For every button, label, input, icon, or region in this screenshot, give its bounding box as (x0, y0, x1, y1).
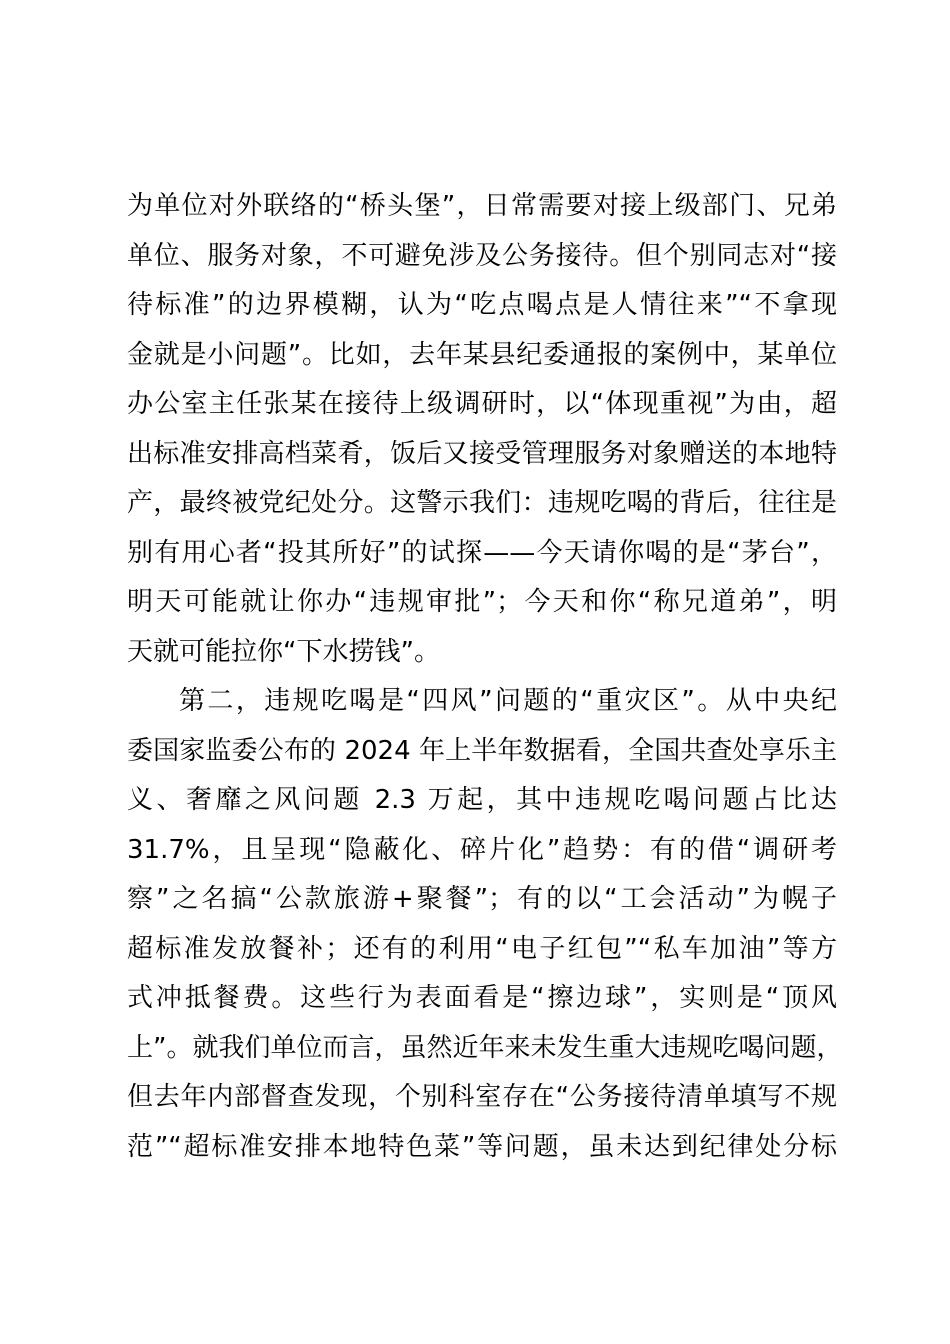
text-line: 待标准”的边界模糊，认为“吃点喝点是人情往来”“不拿现 (127, 290, 837, 320)
text-line: 别有用心者“投其所好”的试探——今天请你喝的是“茅台”， (127, 537, 837, 568)
document-body (127, 182, 843, 1172)
text-line: 但去年内部督查发现，个别科室存在“公务接待清单填写不规 (127, 1082, 837, 1112)
text-line: 办公室主任张某在接待上级调研时，以“体现重视”为由，超 (127, 389, 837, 419)
text-line: 31.7%，且呈现“隐蔽化、碎片化”趋势：有的借“调研考 (127, 834, 837, 865)
text-line: 式冲抵餐费。这些行为表面看是“擦边球”，实则是“顶风 (127, 983, 837, 1013)
text-line: 上”。就我们单位而言，虽然近年来未发生重大违规吃喝问题， (127, 1032, 843, 1063)
paragraph-1 (127, 182, 837, 677)
text-line: 超标准发放餐补；还有的利用“电子红包”“私车加油”等方 (127, 933, 837, 964)
text-line: 天就可能拉你“下水捞钱”。 (127, 636, 440, 667)
text-line: 金就是小问题”。比如，去年某县纪委通报的案例中，某单位 (127, 339, 837, 370)
text-line: 义、奢靡之风问题 2.3 万起，其中违规吃喝问题占比达 (127, 785, 837, 815)
text-line: 产，最终被党纪处分。这警示我们：违规吃喝的背后，往往是 (127, 488, 837, 518)
paragraph-2 (127, 677, 843, 1172)
text-line: 委国家监委公布的 2024 年上半年数据看，全国共查处享乐主 (127, 735, 837, 766)
text-line: 为单位对外联络的“桥头堡”，日常需要对接上级部门、兄弟 (127, 191, 837, 221)
text-line: 出标准安排高档菜肴，饭后又接受管理服务对象赠送的本地特 (127, 438, 837, 469)
text-line: 察”之名搞“公款旅游+聚餐”；有的以“工会活动”为幌子 (127, 884, 837, 914)
text-line: 第二，违规吃喝是“四风”问题的“重灾区”。从中央纪 (179, 686, 837, 716)
text-line: 单位、服务对象，不可避免涉及公务接待。但个别同志对“接 (127, 240, 837, 271)
text-line: 明天可能就让你办“违规审批”；今天和你“称兄道弟”，明 (127, 587, 837, 617)
text-line: 范”“超标准安排本地特色菜”等问题，虽未达到纪律处分标 (127, 1131, 837, 1162)
